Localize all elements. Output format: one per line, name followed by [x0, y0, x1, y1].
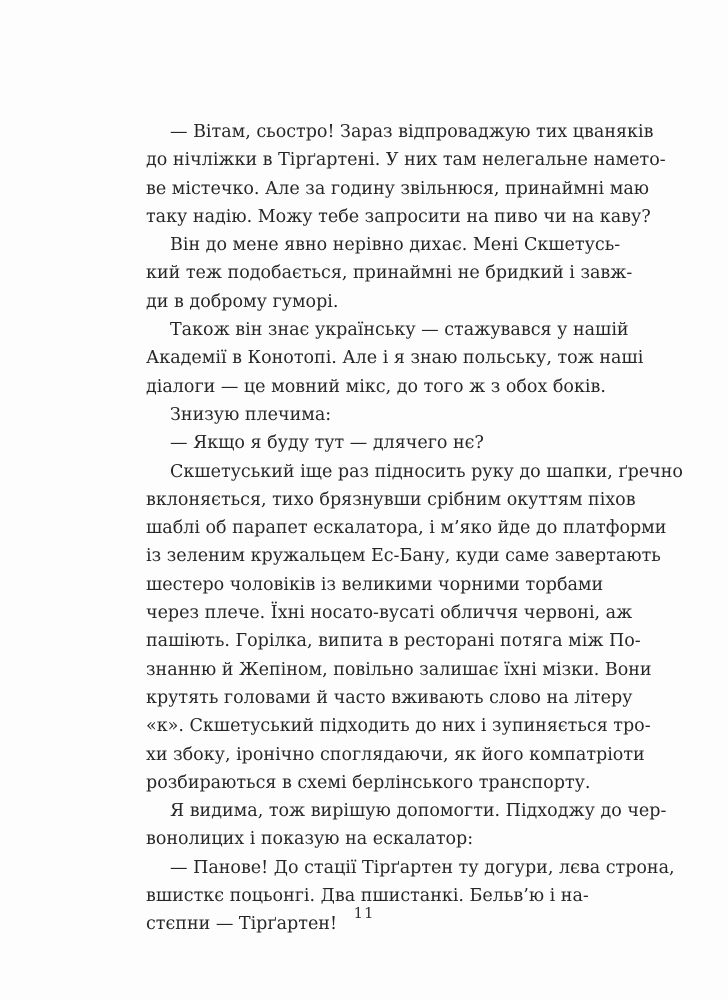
text-line: діалоги — це мовний мікс, до того ж з обох боків.: [146, 376, 606, 397]
text-line: шаблі об парапет ескалатора, і м’яко йде до платформи: [146, 518, 667, 539]
text-line: хи збоку, іронічно споглядаючи, як його компатріоти: [146, 744, 645, 765]
text-line: шестеро чоловіків із великими чорними торбами: [146, 574, 604, 595]
text-line: через плече. Їхні носато-вусаті обличчя червоні, аж: [146, 603, 633, 624]
text-line: розбираються в схемі берлінського транспорту.: [146, 772, 591, 793]
page-number: 11: [353, 904, 375, 922]
text-line: ди в доброму гуморі.: [146, 291, 339, 312]
text-line: вшисткє поцьонгі. Два пшистанкі. Бельв’ю і на-: [146, 886, 589, 907]
text-line: Скшетуський іще раз підносить руку до шапки, ґречно: [170, 461, 683, 482]
body-text: [146, 118, 683, 939]
text-line: — Панове! До стації Тірґартен ту догури, лєва строна,: [170, 857, 675, 878]
text-line: кий теж подобається, принаймні не бридкий і завж-: [146, 263, 633, 284]
text-line: Академії в Конотопі. Але і я знаю польську, тож наші: [146, 348, 644, 369]
text-line: із зеленим кружальцем Ес-Бану, куди саме завертають: [146, 546, 661, 567]
text-line: Я видима, тож вирішую допомогти. Підходжу до чер-: [170, 801, 667, 822]
text-line: — Вітам, сьостро! Зараз відпроваджую тих цваняків: [170, 122, 654, 142]
text-line: Знизую плечима:: [170, 404, 332, 425]
text-line: до нічліжки в Тірґартені. У них там нелегальне намето-: [146, 150, 666, 171]
text-line: «к». Скшетуський підходить до них і зупиняється тро-: [146, 716, 651, 737]
text-line: вклоняється, тихо брязнувши срібним окуттям піхов: [146, 489, 636, 510]
text-line: — Якщо я буду тут — длячего нє?: [170, 433, 484, 454]
text-line: стєпни — Тірґартен!: [146, 914, 337, 935]
text-line: пашіють. Горілка, випита в ресторані потяга між По-: [146, 631, 641, 652]
text-line: ве містечко. Але за годину звільнюся, принаймні маю: [146, 178, 649, 199]
text-line: крутять головами й часто вживають слово на літеру: [146, 687, 633, 708]
text-line: Він до мене явно нерівно дихає. Мені Скшетусь-: [170, 235, 621, 256]
text-line: знанню й Жепіном, повільно залишає їхні мізки. Вони: [146, 659, 652, 680]
text-line: Також він знає українську — стажувався у нашій: [170, 320, 629, 341]
text-line: таку надію. Можу тебе запросити на пиво чи на каву?: [146, 206, 651, 227]
text-line: вонолицих і показую на ескалатор:: [146, 829, 474, 850]
